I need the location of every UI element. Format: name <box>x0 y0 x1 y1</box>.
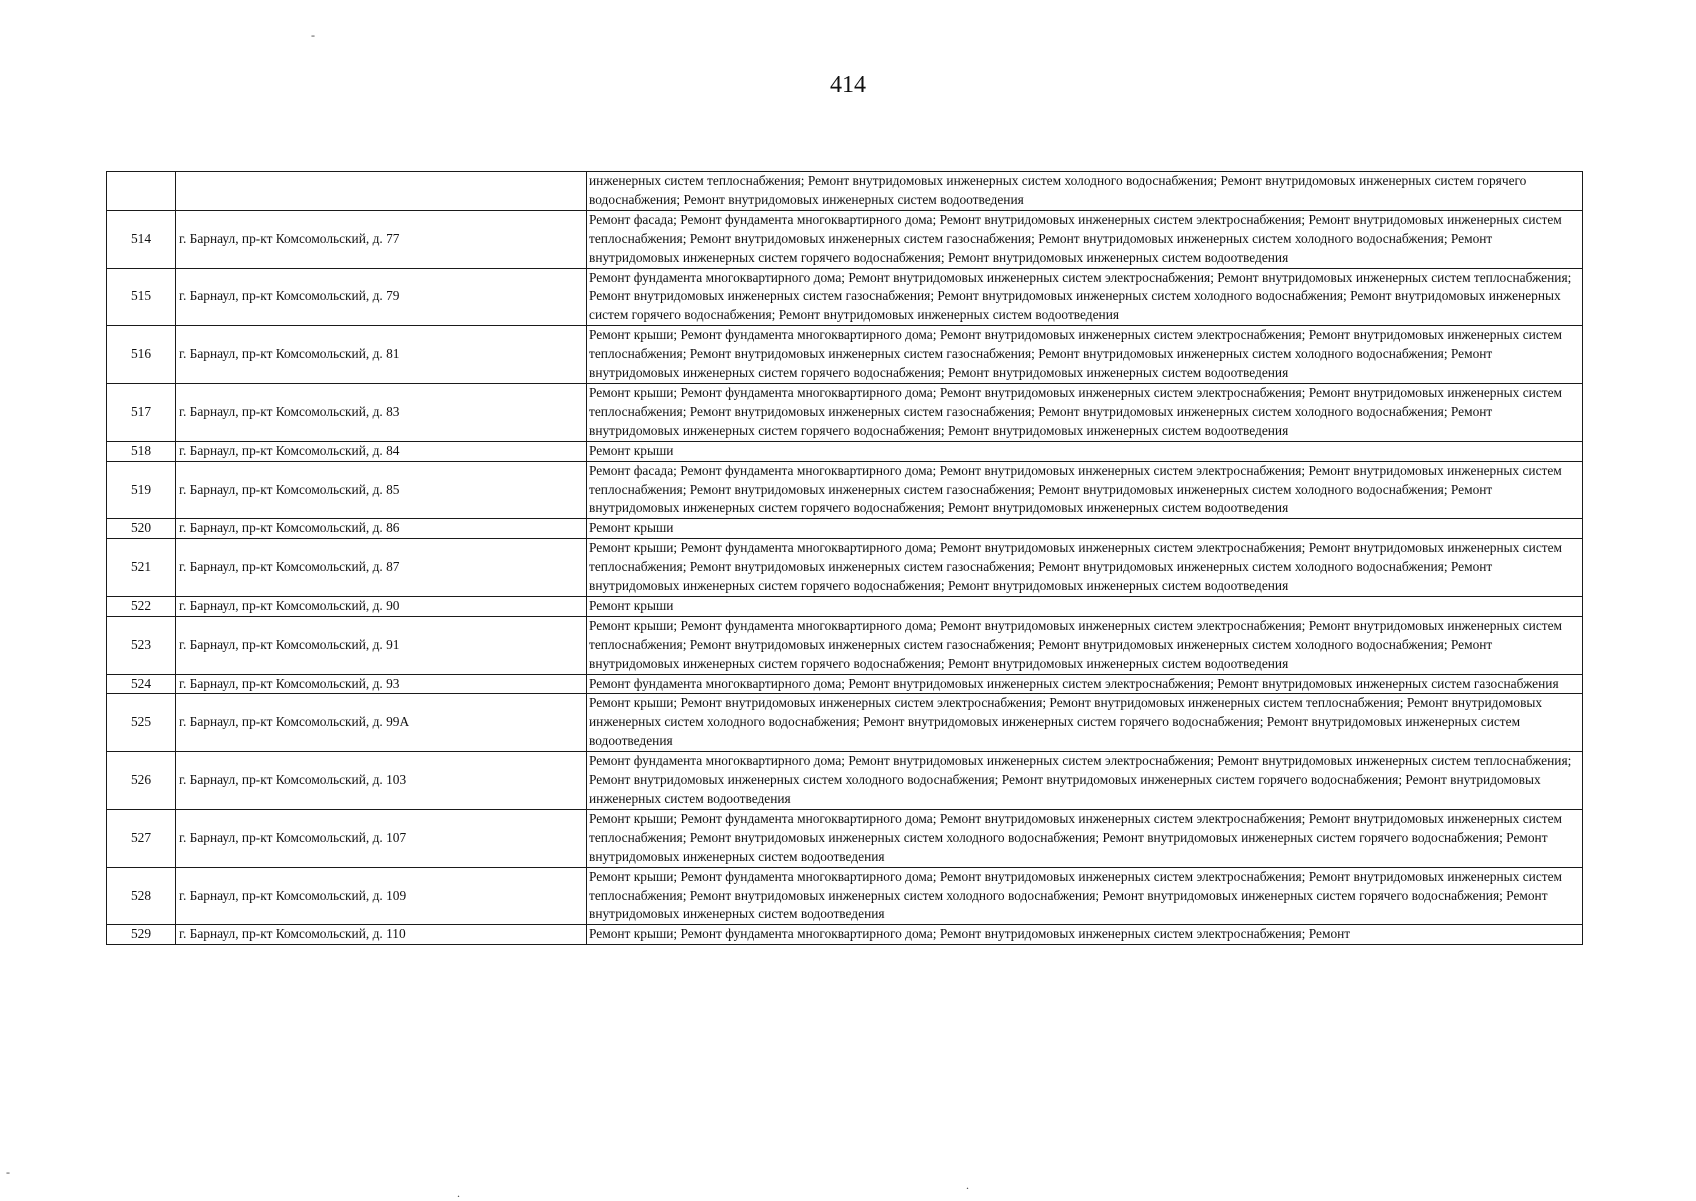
row-address: г. Барнаул, пр-кт Комсомольский, д. 99А <box>176 694 587 752</box>
table-row <box>107 616 1583 674</box>
scan-speck: - <box>311 28 315 42</box>
scan-speck: - <box>6 1165 10 1179</box>
row-number <box>107 172 176 211</box>
table-row <box>107 172 1583 211</box>
row-number: 515 <box>107 268 176 326</box>
row-works: инженерных систем теплоснабжения; Ремонт внутридомовых инженерных систем холодного водоснабжения; Ремонт внутридомовых инженерных систем горячего водоснабжения; Ремонт внутридомовых инженерных систем водоотведения <box>587 172 1583 211</box>
row-address: г. Барнаул, пр-кт Комсомольский, д. 93 <box>176 674 587 694</box>
row-works: Ремонт крыши; Ремонт фундамента многоквартирного дома; Ремонт внутридомовых инженерных систем электроснабжения; Ремонт внутридомовых инженерных систем теплоснабжения; Ремонт внутридомовых инженерных систем холодного водоснабжения; Ремонт внутридомовых инженерных систем горячего водоснабжения; Ремонт внутридомовых инженерных систем водоотведения <box>587 867 1583 925</box>
table-row <box>107 867 1583 925</box>
row-works: Ремонт фундамента многоквартирного дома; Ремонт внутридомовых инженерных систем электроснабжения; Ремонт внутридомовых инженерных систем газоснабжения <box>587 674 1583 694</box>
scan-speck: . <box>457 1186 460 1200</box>
repair-works-table <box>106 171 1583 945</box>
row-address: г. Барнаул, пр-кт Комсомольский, д. 110 <box>176 925 587 945</box>
table-row <box>107 383 1583 441</box>
row-address: г. Барнаул, пр-кт Комсомольский, д. 77 <box>176 210 587 268</box>
row-address <box>176 172 587 211</box>
table-row <box>107 519 1583 539</box>
row-works: Ремонт крыши <box>587 519 1583 539</box>
row-works: Ремонт крыши; Ремонт фундамента многоквартирного дома; Ремонт внутридомовых инженерных систем электроснабжения; Ремонт внутридомовых инженерных систем теплоснабжения; Ремонт внутридомовых инженерных систем газоснабжения; Ремонт внутридомовых инженерных систем холодного водоснабжения; Ремонт внутридомовых инженерных систем горячего водоснабжения; Ремонт внутридомовых инженерных систем водоотведения <box>587 616 1583 674</box>
table-row <box>107 596 1583 616</box>
row-address: г. Барнаул, пр-кт Комсомольский, д. 86 <box>176 519 587 539</box>
page-number: 414 <box>830 72 866 98</box>
row-address: г. Барнаул, пр-кт Комсомольский, д. 109 <box>176 867 587 925</box>
table-row <box>107 461 1583 519</box>
row-address: г. Барнаул, пр-кт Комсомольский, д. 85 <box>176 461 587 519</box>
row-works: Ремонт крыши; Ремонт фундамента многоквартирного дома; Ремонт внутридомовых инженерных систем электроснабжения; Ремонт <box>587 925 1583 945</box>
row-address: г. Барнаул, пр-кт Комсомольский, д. 103 <box>176 752 587 810</box>
row-works: Ремонт крыши; Ремонт фундамента многоквартирного дома; Ремонт внутридомовых инженерных систем электроснабжения; Ремонт внутридомовых инженерных систем теплоснабжения; Ремонт внутридомовых инженерных систем газоснабжения; Ремонт внутридомовых инженерных систем холодного водоснабжения; Ремонт внутридомовых инженерных систем горячего водоснабжения; Ремонт внутридомовых инженерных систем водоотведения <box>587 539 1583 597</box>
row-number: 522 <box>107 596 176 616</box>
table-row <box>107 539 1583 597</box>
table-row <box>107 326 1583 384</box>
row-number: 527 <box>107 809 176 867</box>
row-number: 524 <box>107 674 176 694</box>
row-works: Ремонт крыши; Ремонт внутридомовых инженерных систем электроснабжения; Ремонт внутридомовых инженерных систем теплоснабжения; Ремонт внутридомовых инженерных систем холодного водоснабжения; Ремонт внутридомовых инженерных систем горячего водоснабжения; Ремонт внутридомовых инженерных систем водоотведения <box>587 694 1583 752</box>
row-works: Ремонт фундамента многоквартирного дома; Ремонт внутридомовых инженерных систем электроснабжения; Ремонт внутридомовых инженерных систем теплоснабжения; Ремонт внутридомовых инженерных систем газоснабжения; Ремонт внутридомовых инженерных систем холодного водоснабжения; Ремонт внутридомовых инженерных систем горячего водоснабжения; Ремонт внутридомовых инженерных систем водоотведения <box>587 268 1583 326</box>
row-number: 525 <box>107 694 176 752</box>
row-works: Ремонт крыши <box>587 596 1583 616</box>
table-row <box>107 268 1583 326</box>
table-row <box>107 441 1583 461</box>
row-works: Ремонт фундамента многоквартирного дома; Ремонт внутридомовых инженерных систем электроснабжения; Ремонт внутридомовых инженерных систем теплоснабжения; Ремонт внутридомовых инженерных систем холодного водоснабжения; Ремонт внутридомовых инженерных систем горячего водоснабжения; Ремонт внутридомовых инженерных систем водоотведения <box>587 752 1583 810</box>
row-number: 516 <box>107 326 176 384</box>
table-row <box>107 694 1583 752</box>
row-works: Ремонт фасада; Ремонт фундамента многоквартирного дома; Ремонт внутридомовых инженерных систем электроснабжения; Ремонт внутридомовых инженерных систем теплоснабжения; Ремонт внутридомовых инженерных систем газоснабжения; Ремонт внутридомовых инженерных систем холодного водоснабжения; Ремонт внутридомовых инженерных систем горячего водоснабжения; Ремонт внутридомовых инженерных систем водоотведения <box>587 461 1583 519</box>
row-address: г. Барнаул, пр-кт Комсомольский, д. 79 <box>176 268 587 326</box>
row-number: 529 <box>107 925 176 945</box>
row-address: г. Барнаул, пр-кт Комсомольский, д. 90 <box>176 596 587 616</box>
row-address: г. Барнаул, пр-кт Комсомольский, д. 107 <box>176 809 587 867</box>
row-number: 528 <box>107 867 176 925</box>
row-works: Ремонт крыши; Ремонт фундамента многоквартирного дома; Ремонт внутридомовых инженерных систем электроснабжения; Ремонт внутридомовых инженерных систем теплоснабжения; Ремонт внутридомовых инженерных систем газоснабжения; Ремонт внутридомовых инженерных систем холодного водоснабжения; Ремонт внутридомовых инженерных систем горячего водоснабжения; Ремонт внутридомовых инженерных систем водоотведения <box>587 383 1583 441</box>
row-number: 517 <box>107 383 176 441</box>
table-row <box>107 809 1583 867</box>
row-number: 514 <box>107 210 176 268</box>
row-works: Ремонт крыши; Ремонт фундамента многоквартирного дома; Ремонт внутридомовых инженерных систем электроснабжения; Ремонт внутридомовых инженерных систем теплоснабжения; Ремонт внутридомовых инженерных систем газоснабжения; Ремонт внутридомовых инженерных систем холодного водоснабжения; Ремонт внутридомовых инженерных систем горячего водоснабжения; Ремонт внутридомовых инженерных систем водоотведения <box>587 326 1583 384</box>
scan-speck: . <box>966 1178 969 1192</box>
table-row <box>107 752 1583 810</box>
row-address: г. Барнаул, пр-кт Комсомольский, д. 87 <box>176 539 587 597</box>
table-row <box>107 925 1583 945</box>
row-number: 520 <box>107 519 176 539</box>
row-works: Ремонт фасада; Ремонт фундамента многоквартирного дома; Ремонт внутридомовых инженерных систем электроснабжения; Ремонт внутридомовых инженерных систем теплоснабжения; Ремонт внутридомовых инженерных систем газоснабжения; Ремонт внутридомовых инженерных систем холодного водоснабжения; Ремонт внутридомовых инженерных систем горячего водоснабжения; Ремонт внутридомовых инженерных систем водоотведения <box>587 210 1583 268</box>
row-address: г. Барнаул, пр-кт Комсомольский, д. 83 <box>176 383 587 441</box>
row-number: 521 <box>107 539 176 597</box>
row-address: г. Барнаул, пр-кт Комсомольский, д. 91 <box>176 616 587 674</box>
table-row <box>107 674 1583 694</box>
table-body <box>107 172 1583 945</box>
row-number: 518 <box>107 441 176 461</box>
row-works: Ремонт крыши <box>587 441 1583 461</box>
row-number: 523 <box>107 616 176 674</box>
row-address: г. Барнаул, пр-кт Комсомольский, д. 84 <box>176 441 587 461</box>
row-address: г. Барнаул, пр-кт Комсомольский, д. 81 <box>176 326 587 384</box>
row-number: 519 <box>107 461 176 519</box>
row-works: Ремонт крыши; Ремонт фундамента многоквартирного дома; Ремонт внутридомовых инженерных систем электроснабжения; Ремонт внутридомовых инженерных систем теплоснабжения; Ремонт внутридомовых инженерных систем холодного водоснабжения; Ремонт внутридомовых инженерных систем горячего водоснабжения; Ремонт внутридомовых инженерных систем водоотведения <box>587 809 1583 867</box>
table-row <box>107 210 1583 268</box>
row-number: 526 <box>107 752 176 810</box>
